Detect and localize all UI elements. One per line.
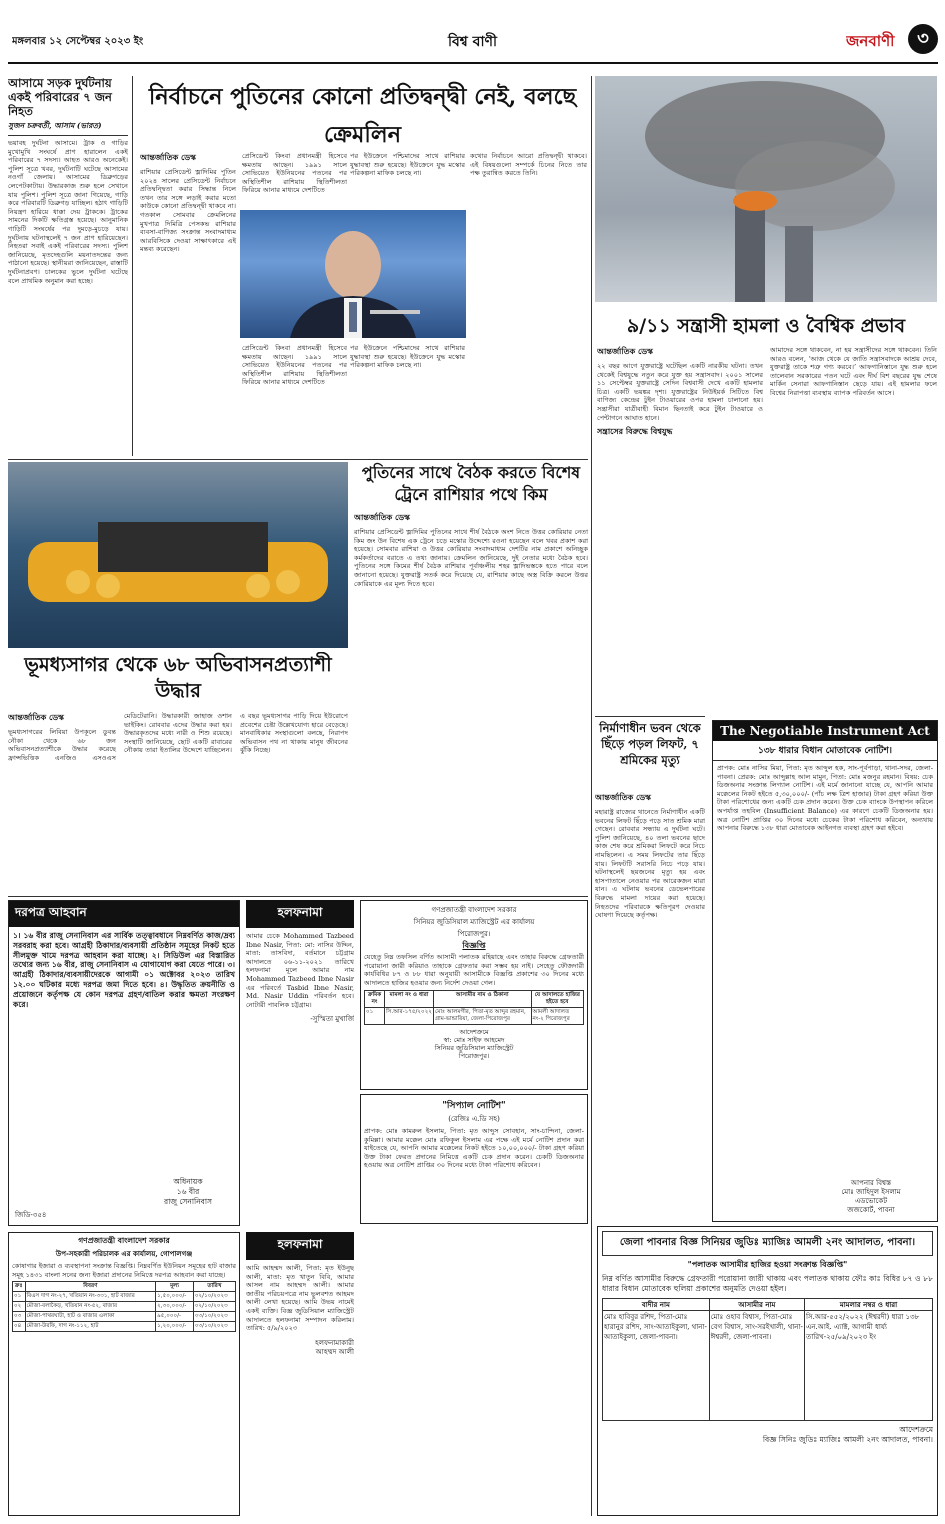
table-cell: ০২/১০/২০২৩ bbox=[193, 1302, 235, 1312]
table-header: বিবরণ bbox=[25, 1282, 156, 1292]
table-header: মামলা নং ও ধারা bbox=[385, 991, 434, 1008]
legal-notice-subtitle: (রেজিঃ এ.ডি সহ) bbox=[448, 1115, 500, 1123]
table-cell: বিএস দাগ নং-২৭, খতিয়ান নং-৩৩১, হাট বাজার bbox=[25, 1292, 156, 1302]
table-header: ক্রঃ bbox=[13, 1282, 26, 1292]
pabna-footer bbox=[602, 1425, 933, 1445]
tender-sign-2: ১৬ বীর bbox=[176, 1187, 200, 1196]
nine11-right bbox=[770, 346, 937, 716]
lift-article bbox=[595, 792, 705, 1212]
logo-text: জনবাণী bbox=[846, 32, 895, 50]
nia-subtitle: ১৩৮ ধারার বিধান মোতাবেক নোটিশ। bbox=[713, 741, 937, 761]
pabna-court-notice bbox=[597, 1226, 938, 1516]
refugee-body: ভূমধ্যসাগরের লিবিয়া উপকূলে ডুবন্ত নৌকা থেকে ৬৮ জন অভিবাসনপ্রত্যাশীকে উদ্ধার করেছে ফ্রান্সভিত্তিক এনজিও এসওএস মেডিটেরানি। উদ্ধারকারী জাহাজ ওশান ভাইকিং। রোববার এদের উদ্ধার করা হয়। উদ্ধারকৃতদের মধ্যে নারী ও শিশু রয়েছে। সংস্থাটি জানিয়েছে, ছোট একটি রাবারের নৌকায় তারা ইতালির উদ্দেশে যাচ্ছিলেন। এ বছর ভূমধ্যসাগর পাড়ি দিয়ে ইউরোপে প্রবেশের চেষ্টা উল্লেখযোগ্য হারে বেড়েছে। মানবাধিকার সংস্থাগুলো বলছে, নিরাপদ অভিবাসন পথ না থাকায় মানুষ জীবনের ঝুঁকি নিচ্ছে। bbox=[8, 712, 348, 762]
boat-illustration bbox=[8, 462, 348, 648]
govt-tender-table bbox=[8, 1232, 240, 1516]
refugee-headline: ভূমধ্যসাগর থেকে ৬৮ অভিবাসনপ্রত্যাশী উদ্ধার bbox=[24, 653, 332, 702]
pirojpur-body: যেহেতু নিম্ন তফসিল বর্ণিত আসামী পলাতক রহিয়াছে এবং তাহার বিরুদ্ধে গ্রেফতারী পরোয়ানা জারী করিয়াও তাহাকে গ্রেফতার করা সম্ভব হয় নাই। সেহেতু ফৌজদারী কার্যবিধির ৮৭ ও ৮৮ ধারা অনুযায়ী আসামীকে বিজ্ঞপ্তি প্রকাশের ৩০ দিনের মধ্যে আদালতে হাজির হওয়ার জন্য নির্দেশ দেওয়া গেল। bbox=[364, 953, 584, 987]
putin-photo bbox=[240, 210, 466, 338]
table-cell: ৯৫,০০০/- bbox=[156, 1312, 194, 1322]
putin-col3-bottom-text: পর ইউক্রেনে পশ্চিমাদের সাথে রাশিয়ার যুদ্ধাবস্থা শুরু হয়েছে। ইউক্রেনে যুদ্ধ মস্কোর পরিকল্পনা মাফিক চলছে না। bbox=[350, 344, 465, 370]
pirojpur-title: বিজ্ঞপ্তি bbox=[462, 940, 486, 950]
pabna-subheading: "পলাতক আসামীর হাজির হওয়া সংক্রান্ত বিজ্ঞপ্তি" bbox=[687, 1259, 848, 1269]
table-cell: মোঃ আলমগীর, পিতা-মৃত আব্দুর রহমান, গ্রাম-ভান্ডারিয়া, জেলা-পিরোজপুর bbox=[433, 1008, 531, 1025]
table-cell: মোঃ হাবিবুর রশিদ, পিতা-মোঃ হারানুর রশিদ, সাং-আতাইকুলা, থানা-আতাইকুলা, জেলা-পাবনা। bbox=[603, 1310, 710, 1420]
table-cell: ০২/১০/২০২৩ bbox=[193, 1292, 235, 1302]
affidavit-2-body: আমি আহম্মদ আলী, পিতা: মৃত ইউনুছ আলী, মাতা: মৃত খাতুন বিবি, আমার আসল নাম আহম্মদ আলী। আমার জাতীয় পরিচয়পত্রে নাম ভুলবশত আহমদ আলী লেখা হয়েছে। আমি উভয় নামেই একই ব্যক্তি। বিজ্ঞ জুডিসিয়াল ম্যাজিস্ট্রেট আদালতে হলফনামা সম্পাদন করিলাম। তারিখ: ৫/৯/২০২৩ bbox=[246, 1264, 354, 1333]
table-cell: ০২ bbox=[13, 1302, 26, 1312]
assam-article bbox=[8, 76, 128, 456]
pirojpur-signature bbox=[364, 1028, 584, 1060]
table-cell: আমলী আদালত নং-২ পিরোজপুর bbox=[531, 1008, 583, 1025]
govt-tender-line2: উপ-সহকারী পরিচালক এর কার্যালয়, গোপালগঞ্জ bbox=[55, 1249, 193, 1258]
pirojpur-sig-3: সিনিয়র জুডিসিয়াল ম্যাজিস্ট্রেট bbox=[434, 1044, 514, 1053]
nia-sender-3: এডভোকেট bbox=[854, 1197, 888, 1205]
table-cell: মৌজা-পাথরঘাটা, হাট ও বাজার এলাকা bbox=[25, 1312, 156, 1322]
nine11-subhead: সন্ত্রাসের বিরুদ্ধে বিশ্বযুদ্ধ bbox=[597, 426, 673, 437]
table-cell: মোঃ ওহাব বিশ্বাস, পিতা-মোঃ বেগ বিশ্বাস, সাং-সরইখালী, থানা-ঈশ্বরদী, জেলা-পাবনা। bbox=[709, 1310, 804, 1420]
legal-notice-body: প্রাপক: মোঃ কামরুল ইসলাম, পিতা: মৃত আব্দুস সোবহান, সাং-চান্দিনা, জেলা-কুমিল্লা। আমার মক্কেল মোঃ রফিকুল ইসলাম এর পক্ষে এই মর্মে নোটিশ প্রদান করা যাইতেছে যে, আপনি আমার মক্কেলের নিকট হইতে ১০,০০,০০০/- টাকা গ্রহণ করিয়া উক্ত টাকা ফেরত প্রদানের নিমিত্তে একটি চেক প্রদান করেন। চেকটি ডিজঅনার হওয়ায় অত্র নোটিশ প্রাপ্তির ৩০ দিনের মধ্যে টাকা পরিশোধ করিবেন। bbox=[364, 1127, 584, 1170]
nine11-left bbox=[597, 346, 763, 716]
table-cell: সি.আর-১৭৫/২০২২ bbox=[385, 1008, 434, 1025]
affidavit-1-signature: -সুস্মিতা মুখার্জি bbox=[310, 1015, 354, 1024]
tender-sign-3: রাজু সেনানিবাস bbox=[164, 1197, 212, 1206]
section-rule bbox=[8, 896, 588, 897]
nine11-body-left: ২২ বছর আগে যুক্তরাষ্ট্রে ঘটেছিল একটি নারকীয় ঘটনা। তখন থেকেই বিশ্বযুদ্ধে নতুন করে যুক্ত হয় সন্ত্রাসবাদ। ২০০১ সালের ১১ সেপ্টেম্বর যুক্তরাষ্ট্রে সেদিন বিশ্ববাসী দেখে একটি হামলার চিত্র। একটি ভয়ঙ্কর দৃশ্য। যুক্তরাষ্ট্রের নিউইয়র্ক সিটিতে বিশ্ব বাণিজ্য কেন্দ্রের টুইন টাওয়ারের ওপর হামলা চালানো হয়। সন্ত্রাসীরা যাত্রীবাহী বিমান ছিনতাই করে টুইন টাওয়ারে ও পেন্টাগনে আঘাত হানে। bbox=[597, 362, 763, 422]
pabna-footer-1: আদেশক্রমে bbox=[899, 1424, 933, 1434]
table-cell: মৌজা-উরফি, দাগ নং-১১২, হাট bbox=[25, 1322, 156, 1332]
pirojpur-line2: সিনিয়র জুডিসিয়াল ম্যাজিস্ট্রেট এর কার্যালয় bbox=[413, 918, 535, 926]
kim-headline: পুতিনের সাথে বৈঠক করতে বিশেষ ট্রেনে রাশিয়ার পথে কিম bbox=[361, 463, 581, 504]
nine11-desk: আন্তর্জাতিক ডেস্ক bbox=[597, 346, 653, 356]
putin-col4-text: কথোর নির্বাচনে আরো প্রতিদ্বন্দ্বী থাকবে। এই বিষয়গুলো সম্পর্কে চিনের নিতে তার পক্ষ তুরান্বিত করতে তিনি। bbox=[470, 152, 587, 178]
lift-body: মহারাষ্ট্র রাজ্যের থানেতে নির্মাণাধীন একটি ভবনের লিফট ছিঁড়ে পড়ে সাত শ্রমিক মারা গেছেন। রোববার সন্ধ্যায় এ দুর্ঘটনা ঘটে। পুলিশ জানিয়েছে, ৪০ তলা ভবনের ছাদে কাজ শেষ করে শ্রমিকরা লিফটে করে নিচে নামছিলেন। এ সময় লিফটের তার ছিঁড়ে যায়। লিফটটি সরাসরি নিচে পড়ে যায়। ঘটনাস্থলেই ছয়জনের মৃত্যু হয় এবং হাসপাতালে নেওয়ার পর আরেকজন মারা যান। এ ঘটনায় ভবনের ডেভেলপারের বিরুদ্ধে মামলা দায়ের করা হয়েছে। নিহতদের পরিবারকে ক্ষতিপূরণ দেওয়ার ঘোষণা দিয়েছে কর্তৃপক্ষ। bbox=[595, 808, 705, 920]
table-cell: মৌজা-বলাকৈড়, খতিয়ান নং-৫২, বাজার bbox=[25, 1302, 156, 1312]
putin-col1-text: রাশিয়ার প্রেসিডেন্ট ভ্লাদিমির পুতিন ২০২৪ সালের প্রেসিডেন্ট নির্বাচনে প্রতিদ্বন্দ্বিতা করার সিদ্ধান্ত নিলে তখন তার সঙ্গে লড়াই করার মতো কাউকে কোনো প্রতিদ্বন্দ্বী থাকবে না। গতকাল সোমবার ক্রেমলিনের মুখপাত্র দিমিত্রি পেসকভ রাশিয়ার ব্যবসা-বাণিজ্য সংক্রান্ত সংবাদমাধ্যম আরবিসিকে দেওয়া সাক্ষাৎকারে এই মন্তব্য করেছেন। bbox=[140, 168, 236, 254]
header-date: মঙ্গলবার ১২ সেপ্টেম্বর ২০২৩ ইং bbox=[12, 36, 144, 47]
table-row bbox=[13, 1292, 236, 1302]
putin-headline: নির্বাচনে পুতিনের কোনো প্রতিদ্বন্দ্বী নেই, বলছে ক্রেমলিন bbox=[148, 84, 577, 148]
table-row bbox=[365, 1008, 584, 1025]
govt-tender-line1: গণপ্রজাতন্ত্রী বাংলাদেশ সরকার bbox=[78, 1236, 170, 1245]
putin-caption-text: প্রেসিডেন্ট কিংবা প্রধানমন্ত্রী হিসেবে ক্ষমতায় আছেন। ১৯৯১ সালে সোভিয়েত ইউনিয়নের পতনের পর অস্থিতিশীল রাশিয়ায় স্থিতিশীলতা ফিরিয়ে আনার মাধ্যমে দেশটিতে bbox=[242, 344, 347, 387]
table-header: আসামীর নাম ও ঠিকানা bbox=[433, 991, 531, 1008]
table-cell: ০৩/১০/২০২৩ bbox=[193, 1312, 235, 1322]
table-cell: সি.আর-৫৫২/২০২২ (ঈশ্বরদী) ধারা ১৩৮ এন.আই. এ্যাক্ট, আগামী ধার্য্য তারিখ-২৫/০৯/২০২৩ ইং bbox=[805, 1310, 933, 1420]
header-section: বিশ্ব বাণী bbox=[448, 34, 497, 50]
assam-byline: সুজন চক্রবর্তী, আসাম (ভারত) bbox=[8, 121, 128, 136]
affidavit-2-signature bbox=[246, 1339, 354, 1357]
table-header-row bbox=[603, 1298, 933, 1310]
tender-body: ১। ১৬ বীর রাজু সেনানিবাস এর সার্বিক তত্ত্বাবধানে নিম্নবর্ণিত কাজ/দ্রব্য সরবরাহ করা হবে। আগ্রহী ঠিকাদার/ব্যবসায়ী প্রতিষ্ঠান সমূহের নিকট হতে সীলমুক্ত খামে দরপত্র আহবান করা যাচ্ছে। ২। সিডিউল এর বিস্তারিত তথ্যের জন্য ১৬ বীর, রাজু সেনানিবাস এ যোগাযোগ করা যেতে পারে। ৩। আগ্রহী ঠিকাদার/ব্যবসায়ীদেরকে আগামী ০১ অক্টোবর ২০২৩ তারিখ ১২.০০ ঘটিকার মধ্যে দরপত্র জমা দিতে হবে। ৪। উদ্ধৃতিত ক্রয়নীতি ও প্রয়োজনে কর্তৃপক্ষ যে কোন দরপত্র গ্রহণ/বাতিল করার ক্ষমতা সংরক্ষণ করে। bbox=[13, 931, 235, 1009]
table-cell: ১,৫০,০০০/- bbox=[156, 1292, 194, 1302]
rescue-boat-photo bbox=[8, 462, 348, 648]
putin-col3-top: পর ইউক্রেনে পশ্চিমাদের সাথে রাশিয়ার যুদ্ধাবস্থা শুরু হয়েছে। ইউক্রেনে যুদ্ধ মস্কোর পরিকল্পনা মাফিক চলছে না। bbox=[350, 152, 465, 178]
pirojpur-line1: গণপ্রজাতন্ত্রী বাংলাদেশ সরকার bbox=[431, 906, 517, 914]
table-header-row bbox=[365, 991, 584, 1008]
affidavit-2-sign-2: আহম্মদ আলী bbox=[315, 1347, 354, 1356]
table-row bbox=[13, 1322, 236, 1332]
tender-code: জিডি-৩৫৪ bbox=[15, 1211, 47, 1219]
page-number: ৩ bbox=[917, 28, 929, 49]
kim-article bbox=[354, 512, 588, 812]
putin-col3-bottom bbox=[350, 344, 465, 454]
page-header bbox=[0, 0, 945, 74]
table-row bbox=[13, 1302, 236, 1312]
table-cell: ০৪ bbox=[13, 1322, 26, 1332]
section-rule bbox=[595, 716, 705, 717]
nia-notice bbox=[712, 720, 938, 1222]
table-header-row bbox=[13, 1282, 236, 1292]
affidavit-2 bbox=[246, 1232, 354, 1516]
table-header: মামলার নম্বর ও ধারা bbox=[805, 1298, 933, 1310]
lift-desk: আন্তর্জাতিক ডেস্ক bbox=[595, 792, 651, 802]
page-number-badge bbox=[908, 24, 938, 54]
pirojpur-sig-4: পিরোজপুর। bbox=[458, 1052, 490, 1061]
legal-notice bbox=[360, 1094, 588, 1224]
putin-col4 bbox=[470, 152, 587, 456]
table-header: যে আদালতে হাজির হইতে হবে bbox=[531, 991, 583, 1008]
affidavit-1-title: হলফনামা bbox=[246, 900, 354, 928]
nia-sender bbox=[811, 1179, 931, 1215]
nine11-headline: ৯/১১ সন্ত্রাসী হামলা ও বৈশ্বিক প্রভাব bbox=[626, 315, 906, 337]
tender-sign-1: অধিনায়ক bbox=[173, 1177, 203, 1186]
nia-sender-1: আপনার বিশ্বস্ত bbox=[850, 1179, 892, 1187]
portrait-illustration bbox=[240, 210, 466, 338]
tender-signature bbox=[143, 1177, 233, 1207]
table-cell: ০৩ bbox=[13, 1312, 26, 1322]
tower-smoke-illustration bbox=[595, 76, 937, 302]
nine11-body-right: আমাদের সঙ্গে থাকবেন, না হয় সন্ত্রাসীদের সঙ্গে থাকবেন। তিনি আরও বলেন, ‘আজ থেকে যে জাতি সন্ত্রাসবাদকে আশ্রয় দেবে, যুক্তরাষ্ট্র তাকে শত্রু গণ্য করবে।’ আফগানিস্তানে যুদ্ধ শুরু হলে তালেবান সরকারের পতন ঘটে এবং দীর্ঘ বিশ বছরের যুদ্ধ শেষে মার্কিন সেনারা আফগানিস্তান ছেড়ে যায়। এই হামলার ফলে বিশ্বের নিরাপত্তা ব্যবস্থায় ব্যাপক পরিবর্তন আসে। bbox=[770, 346, 937, 397]
table-row bbox=[603, 1310, 933, 1420]
table-header: তারিখ bbox=[193, 1282, 235, 1292]
table-cell: ১,২০,০০০/- bbox=[156, 1322, 194, 1332]
affidavit-1 bbox=[246, 900, 354, 1226]
putin-col2-bottom bbox=[242, 344, 347, 454]
pirojpur-sig-1: আদেশক্রমে bbox=[459, 1028, 489, 1037]
pabna-table bbox=[602, 1298, 933, 1421]
affidavit-1-body: আমার চেকে Mohammed Tazbeed Ibne Nasir, পিতা: মো: নাসির উদ্দিন, মাতা: তাসবিদা, বর্তমানে চট্টগ্রাম আদালতে ০৬-১১-২০২১ তারিখে হলফনামা মূলে আমার নাম Mohammed Tazbeed Ibne Nasir এর পরিবর্তে Tasbid Ibne Nasir, Md. Nasir Uddin পরিবর্তন হবে। নোটারী পাবলিক চট্টগ্রাম। bbox=[246, 932, 354, 1009]
pabna-heading: জেলা পাবনার বিজ্ঞ সিনিয়র জুডিঃ ম্যাজিঃ আমলী ২নং আদালত, পাবনা। bbox=[602, 1231, 933, 1256]
wtc-photo bbox=[595, 76, 937, 302]
nia-body: প্রাপক: মোঃ নাসির মিয়া, পিতা: মৃত আব্দুল হক, সাং-পূর্বপাড়া, থানা-সদর, জেলা-পাবনা। প্রেরক: মোঃ আব্দুল্লাহ আল মামুন, পিতা: মোঃ মজনুর রহমান। বিষয়: চেক ডিজঅনার সংক্রান্ত লিগ্যাল নোটিশ। এই মর্মে জানানো যাচ্ছে যে, আপনি আমার মক্কেলের নিকট হইতে ৫,৩০,০০০/- (পাঁচ লক্ষ ত্রিশ হাজার) টাকা গ্রহণ করিয়া উক্ত টাকা পরিশোধের জন্য একটি চেক প্রদান করেন। উক্ত চেক ব্যাংকে উপস্থাপন করিলে অপর্যাপ্ত তহবিল (Insufficient Balance) এর কারণে চেকটি ডিজঅনার হয়। অত্র নোটিশ প্রাপ্তির ৩০ দিনের মধ্যে চেকের টাকা পরিশোধ করিবেন, অন্যথায় আপনার বিরুদ্ধে ১৩৮ ধারা মোতাবেক আইনগত ব্যবস্থা গ্রহণ করা হইবে। bbox=[717, 764, 933, 833]
kim-body: রাশিয়ার প্রেসিডেন্ট ভ্লাদিমির পুতিনের সাথে শীর্ষ বৈঠকে অংশ নিতে উত্তর কোরিয়ার নেতা কিম জং উন বিশেষ এক ট্রেনে চড়ে মস্কোর উদ্দেশ্যে রওনা হয়েছেন বলে খবর প্রকাশ করা হয়েছে। সোমবার রাশিয়া ও উত্তর কোরিয়ার সংবাদমাধ্যম দেশটির নাম প্রকাশে অনিচ্ছুক কর্মকর্তাদের বরাতে এ তথ্য জানায়। ক্রেমলিন জানিয়েছে, দুই নেতার মধ্যে বৈঠক হবে। পুতিনের সঙ্গে কিমের শীর্ষ বৈঠক রাশিয়ার পূর্বাঞ্চলীয় শহর ভ্লাদিভস্তকে হতে পারে বলে জানানো হয়েছে। যুক্তরাষ্ট্র সতর্ক করে দিয়েছে যে, রাশিয়ার কাছে অস্ত্র বিক্রি করলে উত্তর কোরিয়াকে এর মূল্য দিতে হবে। bbox=[354, 528, 588, 588]
pirojpur-sig-2: স্বা: মোঃ সাইফ আহমেদ bbox=[443, 1036, 505, 1045]
newspaper-logo bbox=[846, 22, 906, 60]
column-divider bbox=[591, 76, 592, 1516]
nia-sender-4: জজকোর্ট, পাবনা bbox=[847, 1206, 895, 1214]
section-rule bbox=[8, 459, 588, 460]
tender-title: দরপত্র আহবান bbox=[9, 901, 239, 927]
pabna-footer-2: বিজ্ঞ সিনিঃ জুডিঃ ম্যাজিঃ আমলী ২নং আদালত, পাবনা। bbox=[762, 1434, 933, 1444]
legal-notice-title: "সিপ্যাল নোটিশ" bbox=[442, 1101, 506, 1111]
govt-tender-grid bbox=[12, 1281, 236, 1332]
table-cell: ০১ bbox=[13, 1292, 26, 1302]
nia-sender-2: মোঃ জাহিদুল ইসলাম bbox=[841, 1188, 901, 1196]
putin-col2-top: প্রেসিডেন্ট কিংবা প্রধানমন্ত্রী হিসেবে ক্ষমতায় আছেন। ১৯৯১ সালে সোভিয়েত ইউনিয়নের পতনের পর অস্থিতিশীল রাশিয়ায় স্থিতিশীলতা ফিরিয়ে আনার মাধ্যমে দেশটিতে bbox=[242, 152, 347, 195]
table-header: আসামীর নাম bbox=[709, 1298, 804, 1310]
tender-notice bbox=[8, 900, 240, 1226]
lift-headline: নির্মাণাধীন ভবন থেকে ছিঁড়ে পড়ল লিফট, ৭ শ্রমিকের মৃত্যু bbox=[599, 721, 701, 767]
kim-desk: আন্তর্জাতিক ডেস্ক bbox=[354, 512, 410, 522]
header-rule bbox=[8, 62, 938, 64]
nia-title: The Negotiable Instrument Act bbox=[713, 721, 937, 741]
pirojpur-table bbox=[364, 990, 584, 1025]
pabna-body: নিম্ন বর্ণিত আসামীর বিরুদ্ধে গ্রেফতারী পরোয়ানা জারী থাকায় এবং পলাতক থাকায় ফৌঃ কাঃ বিধির ৮৭ ও ৮৮ ধারার বিধান মোতাবেক হুলিয়া প্রকাশের অনুমতি দেওয়া হইল। bbox=[602, 1274, 933, 1293]
affidavit-2-sign-1: হলফনামাকারী bbox=[315, 1338, 354, 1347]
affidavit-2-title: হলফনামা bbox=[246, 1232, 354, 1260]
column-divider bbox=[132, 76, 133, 456]
assam-headline: আসামে সড়ক দুর্ঘটনায় একই পরিবারের ৭ জন নিহত bbox=[8, 76, 112, 118]
putin-desk: আন্তর্জাতিক ডেস্ক bbox=[140, 152, 196, 162]
putin-col1 bbox=[140, 152, 236, 456]
assam-body: ভয়াবহ দুর্ঘটনা আসামে। ট্রাক ও গাড়ির মুখোমুখি সংঘর্ষে প্রাণ হারালেন একই পরিবারের ৭ সদস্য। আহত আরও অনেকেই। পুলিশ সূত্রে খবর, দুর্ঘটনাটি ঘটেছে আসামের নওগাঁ জেলায়। আসামের ডিব্রুগড়ের লেপেটকাটায়। উদ্ধারকাজ শুরু হলে সেখানে যায় পুলিশ। পুলিশ সূত্রে জানা গিয়েছে, গাড়ি করে পরিবারটি ডিব্রুগড় যাচ্ছিল। হঠাৎ গাড়িটি নিয়ন্ত্রণ হারিয়ে ধাক্কা দেয় ট্রাককে। ট্রাকের সামনের দিকটি ক্ষতিগ্রস্ত হয়েছে। আনুমানিক গাড়িটি সংঘর্ষের পর দুমড়ে-মুচড়ে যায়। দুর্ঘটনায় ঘটনাস্থলেই ৭ জন প্রাণ হারিয়েছেন। নিহতরা সবাই একই পরিবারের সদস্য। পুলিশ জানিয়েছে, মৃতদেহগুলি ময়নাতদন্তের জন্য পাঠানো হয়েছে। স্থানীয়রা জানিয়েছেন, রাস্তাটি দুর্ঘটনাপ্রবণ। চালকের ভুলে দুর্ঘটনা ঘটেছে বলে প্রাথমিক অনুমান করা হচ্ছে। bbox=[8, 139, 128, 285]
refugee-desk: আন্তর্জাতিক ডেস্ক bbox=[8, 712, 64, 722]
table-header: ক্রমিক নং bbox=[365, 991, 385, 1008]
pirojpur-notice bbox=[360, 900, 588, 1090]
pirojpur-line3: পিরোজপুর। bbox=[457, 930, 491, 938]
table-cell: ০১ bbox=[365, 1008, 385, 1025]
table-cell: ০৩/১০/২০২৩ bbox=[193, 1322, 235, 1332]
table-header: মূল্য bbox=[156, 1282, 194, 1292]
table-row bbox=[13, 1312, 236, 1322]
refugee-article bbox=[8, 712, 348, 892]
table-cell: ২,৩০,০০০/- bbox=[156, 1302, 194, 1312]
govt-tender-body: কোষাগার ইজারা ও ব্যবস্থাপনা সংক্রান্ত বিজ্ঞপ্তি। নিম্নবর্ণিত ইউনিয়ন সমূহের হাট বাজার সমূহ ১৪৩১ বাংলা সনের জন্য ইজারা প্রদানের নিমিত্তে দরপত্র আহবান করা যাচ্ছে। bbox=[12, 1262, 236, 1279]
table-header: বাদীর নাম bbox=[603, 1298, 710, 1310]
